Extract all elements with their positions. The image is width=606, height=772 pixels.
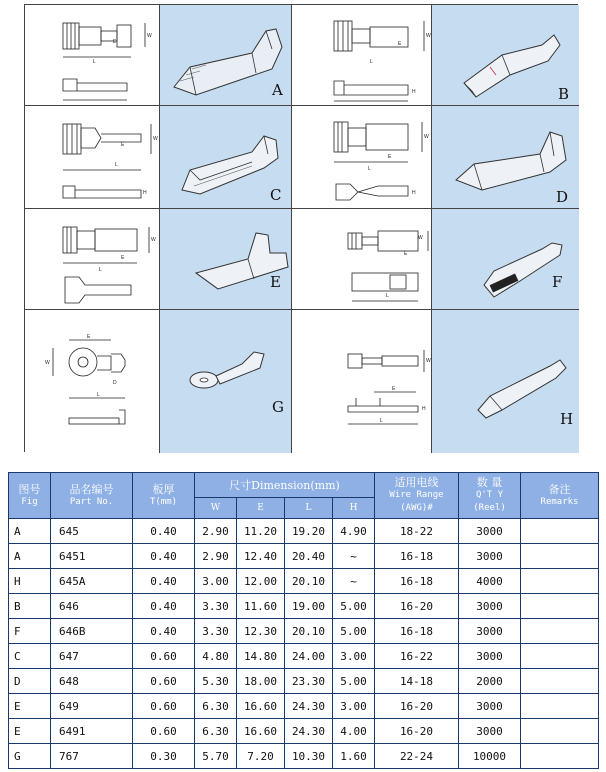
svg-text:H: H <box>422 406 426 412</box>
cell-e: 12.30 <box>237 619 285 644</box>
cell-remarks <box>521 619 599 644</box>
cell-fig: A <box>9 544 51 569</box>
cell-w: 3.00 <box>195 569 237 594</box>
drawing-f <box>292 209 432 310</box>
svg-text:L: L <box>115 162 118 168</box>
cell-part-no: 648 <box>51 669 133 694</box>
cell-l: 24.00 <box>285 644 333 669</box>
drawing-cell-h <box>292 310 432 453</box>
cell-e: 12.00 <box>237 569 285 594</box>
cell-part-no: 6491 <box>51 719 133 744</box>
figure-cell-b <box>432 5 579 106</box>
cell-qty: 3000 <box>459 644 521 669</box>
header-qty: 数 量 Q'T Y (Reel) <box>459 473 521 519</box>
cell-part-no: 645 <box>51 519 133 544</box>
cell-wire-range: 16-20 <box>375 719 459 744</box>
cell-fig: A <box>9 519 51 544</box>
svg-text:L: L <box>368 166 371 172</box>
table-body <box>9 519 599 769</box>
figure-letter-h: H <box>560 410 574 428</box>
cell-remarks <box>521 519 599 544</box>
cell-l: 24.30 <box>285 719 333 744</box>
figure-letter-c: C <box>270 186 282 204</box>
cell-part-no: 645A <box>51 569 133 594</box>
table-row <box>9 644 599 669</box>
svg-text:L: L <box>386 293 389 299</box>
cell-thickness: 0.60 <box>133 694 195 719</box>
cell-l: 19.20 <box>285 519 333 544</box>
svg-text:H: H <box>143 190 147 196</box>
drawing-cell-a <box>25 5 160 106</box>
drawing-d <box>292 106 432 209</box>
figure-cell-a <box>160 5 292 106</box>
figure-cell-d <box>432 106 579 209</box>
photo-g <box>160 310 292 453</box>
svg-text:W: W <box>151 237 156 243</box>
cell-thickness: 0.60 <box>133 669 195 694</box>
cell-l: 10.30 <box>285 744 333 769</box>
header-e: E <box>237 498 285 519</box>
svg-text:E: E <box>398 41 402 47</box>
drawing-h <box>292 310 432 453</box>
header-wire-range: 适用电线 Wire Range (AWG)# <box>375 473 459 519</box>
table-row <box>9 619 599 644</box>
header-h: H <box>333 498 375 519</box>
cell-qty: 3000 <box>459 544 521 569</box>
cell-qty: 3000 <box>459 519 521 544</box>
cell-part-no: 649 <box>51 694 133 719</box>
cell-remarks <box>521 644 599 669</box>
cell-thickness: 0.30 <box>133 744 195 769</box>
cell-h: 3.00 <box>333 644 375 669</box>
cell-e: 18.00 <box>237 669 285 694</box>
table-row <box>9 694 599 719</box>
cell-l: 23.30 <box>285 669 333 694</box>
cell-l: 19.00 <box>285 594 333 619</box>
cell-wire-range: 16-18 <box>375 544 459 569</box>
cell-part-no: 6451 <box>51 544 133 569</box>
figure-cell-f <box>432 209 579 310</box>
cell-fig: E <box>9 719 51 744</box>
drawing-b <box>292 5 432 106</box>
cell-remarks <box>521 569 599 594</box>
cell-thickness: 0.40 <box>133 544 195 569</box>
figure-letter-a: A <box>272 81 283 99</box>
cell-remarks <box>521 744 599 769</box>
table-row <box>9 719 599 744</box>
table-row <box>9 594 599 619</box>
cell-fig: F <box>9 619 51 644</box>
cell-e: 11.20 <box>237 519 285 544</box>
cell-remarks <box>521 544 599 569</box>
cell-h: ~ <box>333 569 375 594</box>
header-dimension: 尺寸Dimension(mm) <box>195 473 375 498</box>
cell-qty: 3000 <box>459 719 521 744</box>
header-part-no: 品名编号 Part No. <box>51 473 133 519</box>
figure-cell-g <box>160 310 292 453</box>
cell-e: 11.60 <box>237 594 285 619</box>
drawing-cell-f <box>292 209 432 310</box>
drawing-cell-b <box>292 5 432 106</box>
photo-e <box>160 209 292 310</box>
figure-letter-b: B <box>558 85 570 103</box>
figure-cell-h <box>432 310 579 453</box>
cell-remarks <box>521 719 599 744</box>
cell-wire-range: 16-20 <box>375 594 459 619</box>
cell-h: 3.00 <box>333 694 375 719</box>
cell-wire-range: 16-18 <box>375 569 459 594</box>
cell-h: 5.00 <box>333 594 375 619</box>
cell-h: 5.00 <box>333 669 375 694</box>
cell-w: 3.30 <box>195 594 237 619</box>
cell-fig: C <box>9 644 51 669</box>
cell-w: 6.30 <box>195 694 237 719</box>
cell-wire-range: 18-22 <box>375 519 459 544</box>
cell-fig: G <box>9 744 51 769</box>
svg-text:E: E <box>87 334 91 340</box>
cell-qty: 3000 <box>459 619 521 644</box>
cell-wire-range: 14-18 <box>375 669 459 694</box>
cell-thickness: 0.40 <box>133 619 195 644</box>
cell-qty: 2000 <box>459 669 521 694</box>
cell-wire-range: 16-22 <box>375 644 459 669</box>
figure-letter-g: G <box>272 398 284 416</box>
svg-text:W: W <box>45 360 50 366</box>
svg-text:W: W <box>426 358 431 364</box>
cell-w: 5.70 <box>195 744 237 769</box>
cell-l: 20.10 <box>285 619 333 644</box>
svg-text:W: W <box>153 136 158 142</box>
cell-h: ~ <box>333 544 375 569</box>
drawing-a <box>25 5 160 106</box>
photo-h <box>432 310 579 453</box>
table-row <box>9 519 599 544</box>
figure-letter-d: D <box>556 188 569 206</box>
header-fig: 图号 Fig <box>9 473 51 519</box>
svg-text:E: E <box>404 251 408 257</box>
cell-qty: 3000 <box>459 594 521 619</box>
cell-thickness: 0.60 <box>133 719 195 744</box>
drawing-g <box>25 310 160 453</box>
svg-text:L: L <box>97 392 100 398</box>
header-remarks: 备注 Remarks <box>521 473 599 519</box>
cell-l: 20.40 <box>285 544 333 569</box>
cell-thickness: 0.40 <box>133 519 195 544</box>
figure-letter-e: E <box>270 273 281 291</box>
svg-text:W: W <box>147 33 152 39</box>
cell-qty: 10000 <box>459 744 521 769</box>
svg-text:H: H <box>412 89 416 95</box>
cell-w: 2.90 <box>195 544 237 569</box>
cell-remarks <box>521 594 599 619</box>
cell-wire-range: 22-24 <box>375 744 459 769</box>
header-thickness: 板厚 T(mm) <box>133 473 195 519</box>
cell-qty: 3000 <box>459 694 521 719</box>
cell-thickness: 0.60 <box>133 644 195 669</box>
drawing-cell-e <box>25 209 160 310</box>
cell-wire-range: 16-20 <box>375 694 459 719</box>
svg-text:W: W <box>424 134 429 140</box>
cell-wire-range: 16-18 <box>375 619 459 644</box>
header-w: W <box>195 498 237 519</box>
cell-e: 16.60 <box>237 719 285 744</box>
cell-part-no: 646 <box>51 594 133 619</box>
cell-l: 24.30 <box>285 694 333 719</box>
cell-fig: D <box>9 669 51 694</box>
spec-table <box>8 472 599 769</box>
cell-h: 5.00 <box>333 619 375 644</box>
svg-text:E: E <box>392 386 396 392</box>
cell-remarks <box>521 669 599 694</box>
cell-thickness: 0.40 <box>133 594 195 619</box>
photo-b <box>432 5 579 106</box>
drawing-e <box>25 209 160 310</box>
cell-e: 14.80 <box>237 644 285 669</box>
cell-e: 12.40 <box>237 544 285 569</box>
cell-fig: B <box>9 594 51 619</box>
header-l: L <box>285 498 333 519</box>
cell-part-no: 767 <box>51 744 133 769</box>
table-header-row <box>9 473 599 498</box>
svg-text:D: D <box>113 380 117 386</box>
cell-fig: E <box>9 694 51 719</box>
cell-fig: H <box>9 569 51 594</box>
svg-text:E: E <box>121 142 125 148</box>
cell-w: 3.30 <box>195 619 237 644</box>
svg-text:W: W <box>418 235 423 241</box>
table-row <box>9 669 599 694</box>
cell-qty: 4000 <box>459 569 521 594</box>
svg-text:E: E <box>113 39 117 45</box>
cell-h: 4.00 <box>333 719 375 744</box>
cell-part-no: 647 <box>51 644 133 669</box>
svg-text:L: L <box>93 59 96 65</box>
photo-f <box>432 209 579 310</box>
svg-text:L: L <box>380 418 383 424</box>
svg-text:H: H <box>412 190 416 196</box>
svg-text:L: L <box>370 59 373 65</box>
drawing-cell-d <box>292 106 432 209</box>
figure-cell-c <box>160 106 292 209</box>
figure-grid <box>24 4 578 452</box>
svg-text:E: E <box>121 255 125 261</box>
cell-part-no: 646B <box>51 619 133 644</box>
table-row <box>9 544 599 569</box>
figure-letter-f: F <box>552 273 563 291</box>
cell-w: 5.30 <box>195 669 237 694</box>
table-row <box>9 744 599 769</box>
cell-w: 2.90 <box>195 519 237 544</box>
cell-w: 6.30 <box>195 719 237 744</box>
svg-text:L: L <box>99 267 102 273</box>
cell-l: 20.10 <box>285 569 333 594</box>
drawing-c <box>25 106 160 209</box>
cell-e: 7.20 <box>237 744 285 769</box>
cell-e: 16.60 <box>237 694 285 719</box>
cell-thickness: 0.40 <box>133 569 195 594</box>
cell-w: 4.80 <box>195 644 237 669</box>
svg-text:E: E <box>388 154 392 160</box>
cell-h: 1.60 <box>333 744 375 769</box>
drawing-cell-g <box>25 310 160 453</box>
drawing-cell-c <box>25 106 160 209</box>
cell-remarks <box>521 694 599 719</box>
svg-text:W: W <box>426 33 431 39</box>
cell-h: 4.90 <box>333 519 375 544</box>
figure-cell-e <box>160 209 292 310</box>
table-row <box>9 569 599 594</box>
